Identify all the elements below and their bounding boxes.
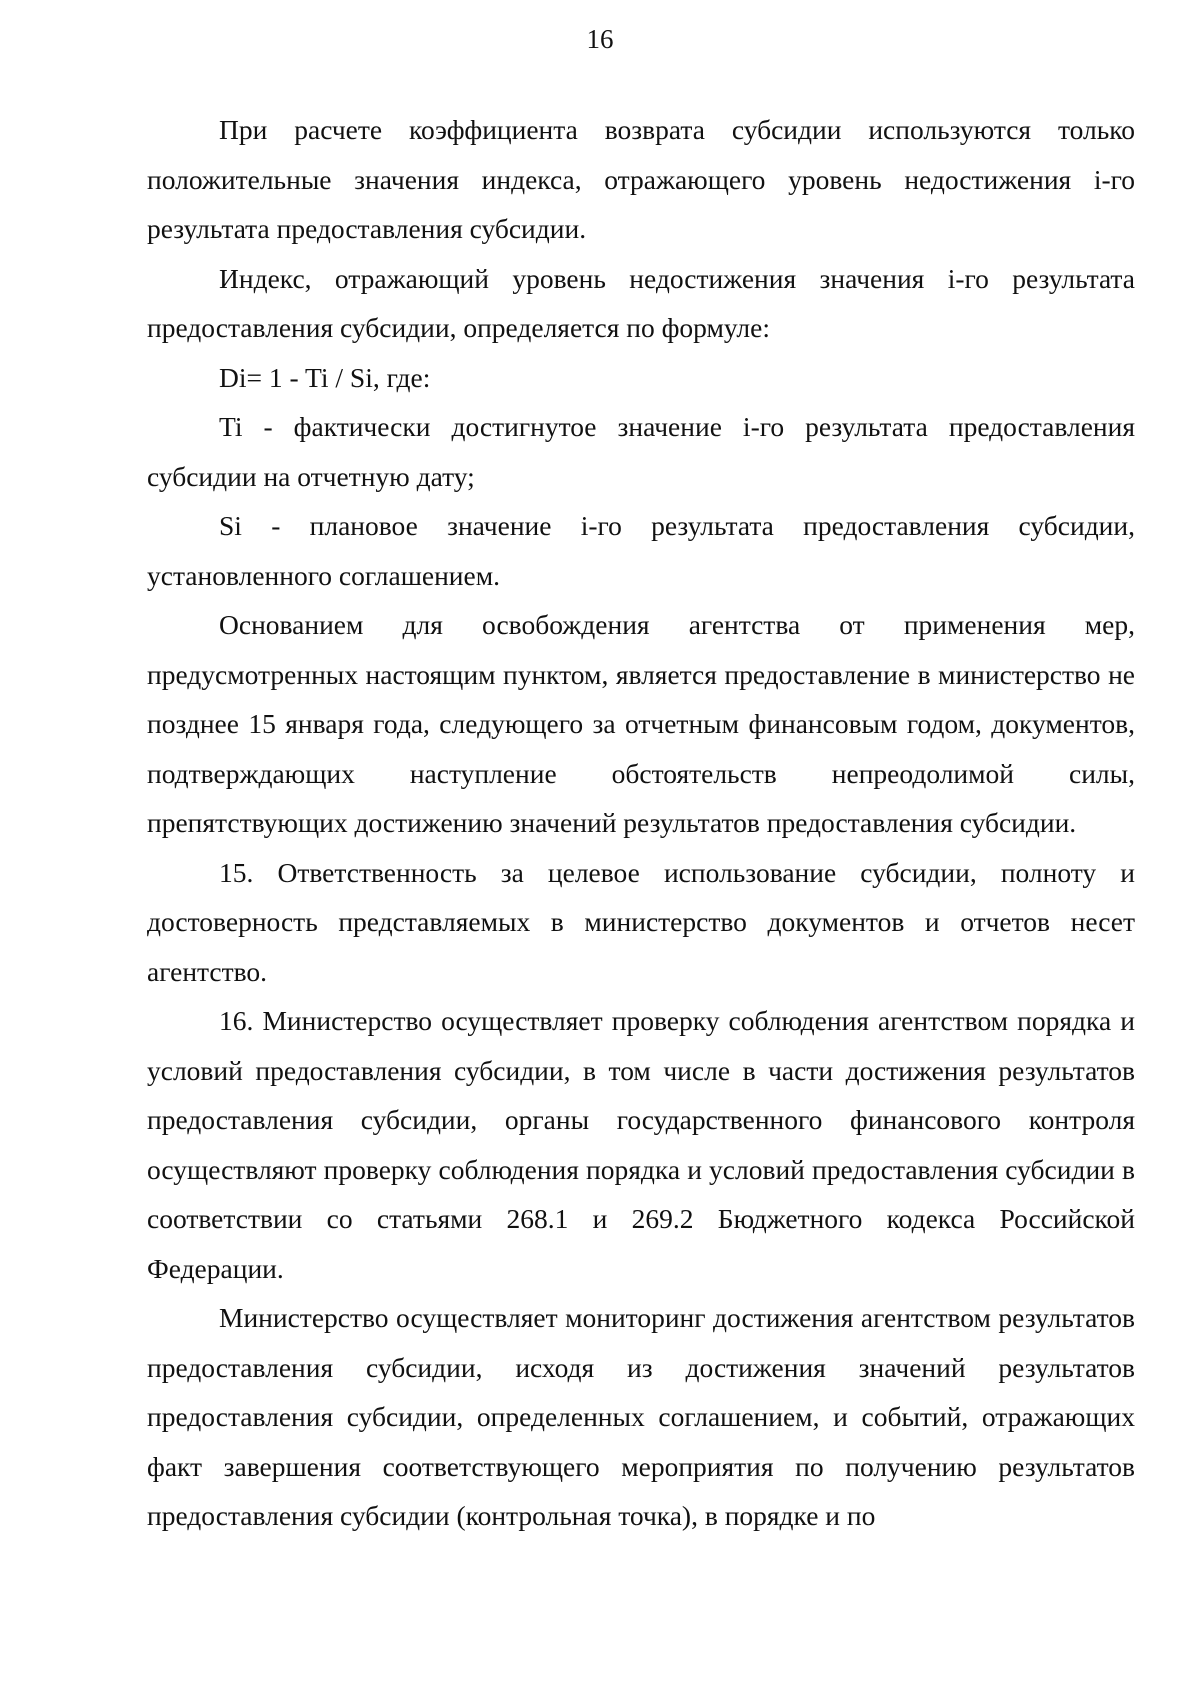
paragraph-refund-coefficient: При расчете коэффициента возврата субсидии используются только положительные значения индекса, отражающего уровень недостижения i-го результата предоставления субсидии.: [147, 114, 1135, 244]
paragraph-force-majeure: Основанием для освобождения агентства от применения мер, предусмотренных настоящим пунктом, является предоставление в министерство не позднее 15 января года, следующего за отчетным финансовым годом, документов, подтверждающих наступление обстоятельств непреодолимой силы, препятствующих достижению значений результатов предоставления субсидии.: [147, 609, 1135, 838]
paragraph-formula: Di= 1 - Ti / Si, где:: [219, 361, 431, 393]
paragraph-item-15: 15. Ответственность за целевое использование субсидии, полноту и достоверность представляемых в министерство документов и отчетов несет агентство.: [147, 856, 1135, 987]
paragraph-index-definition: Индекс, отражающий уровень недостижения значения i-го результата предоставления субсидии, определяется по формуле:: [147, 262, 1135, 343]
page-number: 16: [586, 24, 614, 54]
paragraph-monitoring: Министерство осуществляет мониторинг достижения агентством результатов предоставления субсидии, исходя из достижения значений результатов предоставления субсидии, определенных соглашением, и событий, отражающих факт завершения соответствующего мероприятия по получению результатов предоставления субсидии (контрольная точка), в порядке и по: [147, 1302, 1135, 1531]
paragraph-si-definition: Si - плановое значение i-го результата предоставления субсидии, установленного соглашением.: [147, 510, 1135, 591]
paragraph-item-16: 16. Министерство осуществляет проверку соблюдения агентством порядка и условий предоставления субсидии, в том числе в части достижения результатов предоставления субсидии, органы государственного финансового контроля осуществляют проверку соблюдения порядка и условий предоставления субсидии в соответствии со статьями 268.1 и 269.2 Бюджетного кодекса Российской Федерации.: [147, 1005, 1135, 1284]
document-body: [147, 105, 1135, 1541]
paragraph-ti-definition: Ti - фактически достигнутое значение i-го результата предоставления субсидии на отчетную дату;: [147, 411, 1135, 492]
